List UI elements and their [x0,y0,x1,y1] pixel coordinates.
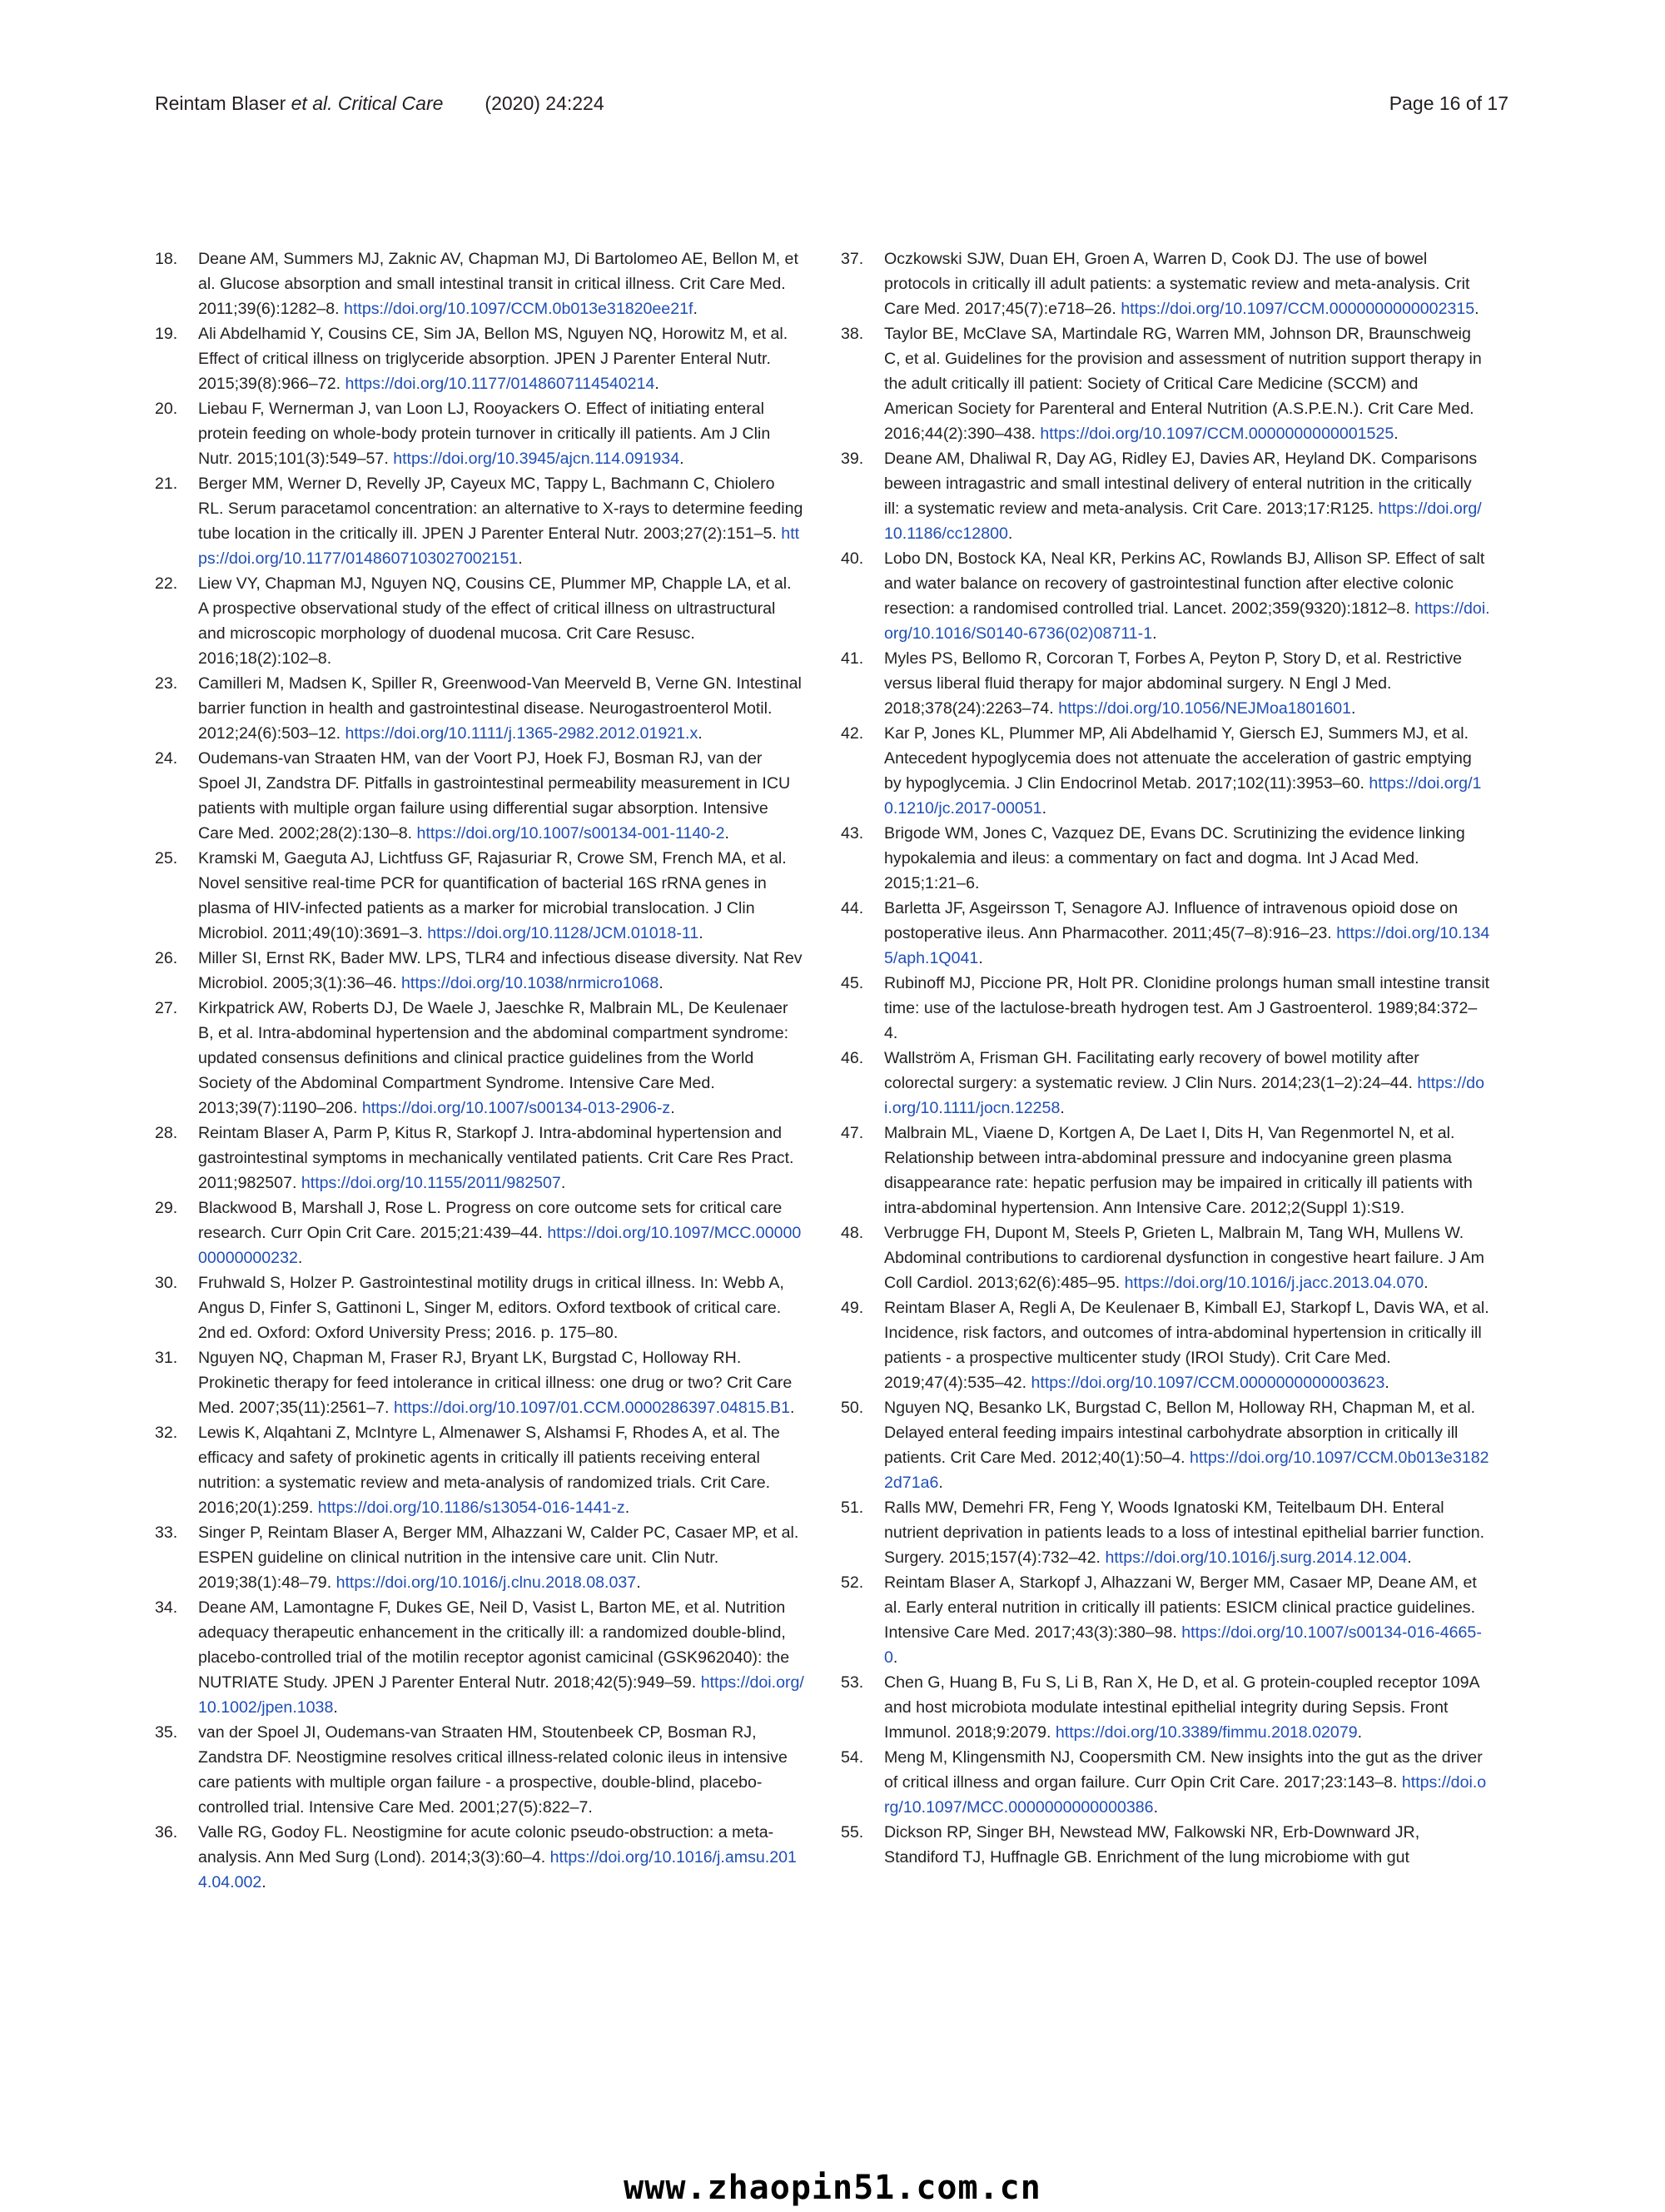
doi-link[interactable]: https://doi.org/10.1002/jpen.1038 [198,1673,804,1717]
reference-text [198,571,804,671]
reference-text [198,396,804,471]
reference-number: 38. [841,325,864,343]
reference-number: 30. [155,1274,178,1292]
reference-citation: Camilleri M, Madsen K, Spiller R, Greenwood-Van Meerveld B, Verne GN. Intestinal barrier function in health and gastrointestinal disease. Neurogastroenterol Motil. 2012;24(6):503–12. [198,674,802,743]
reference-text [884,821,1490,896]
citation-line [155,87,604,120]
reference-number: 21. [155,475,178,493]
reference-item [841,546,1490,646]
reference-number: 34. [155,1598,178,1617]
reference-citation: Taylor BE, McClave SA, Martindale RG, Warren MM, Johnson DR, Braunschweig C, et al. Guidelines for the provision and assessment of nutrition support therapy in the adult critically ill patient: Society of Critical Care Medicine (SCCM) and American Society for Parenteral and Enteral Nutrition (A.S.P.E.N.). Crit Care Med. 2016;44(2):390–438. [884,325,1482,443]
reference-tail: . [1424,1274,1429,1292]
doi-link[interactable]: https://doi.org/10.1210/jc.2017-00051 [884,774,1482,818]
reference-number: 25. [155,849,178,867]
doi-link[interactable]: https://doi.org/10.1345/aph.1Q041 [884,924,1490,967]
reference-text [198,1820,804,1895]
doi-link[interactable]: https://doi.org/10.1097/CCM.0000000000003623 [1031,1374,1385,1392]
doi-link[interactable]: https://doi.org/10.1016/j.jacc.2013.04.070 [1124,1274,1424,1292]
reference-item [841,1395,1490,1495]
reference-citation: Myles PS, Bellomo R, Corcoran T, Forbes A, Peyton P, Story D, et al. Restrictive versus liberal fluid therapy for major abdominal surgery. N Engl J Med. 2018;378(24):2263–74. [884,649,1463,718]
reference-number: 44. [841,899,864,917]
reference-number: 22. [155,574,178,593]
reference-citation: Miller SI, Ernst RK, Bader MW. LPS, TLR4 and infectious disease diversity. Nat Rev Microbiol. 2005;3(1):36–46. [198,949,803,992]
doi-link[interactable]: https://doi.org/10.1016/j.surg.2014.12.004 [1105,1548,1408,1567]
reference-number: 19. [155,325,178,343]
header-journal: Critical Care [337,92,444,114]
reference-number: 24. [155,749,178,768]
doi-link[interactable]: https://doi.org/10.1097/CCM.0b013e31820ee21f [344,300,693,318]
reference-tail: . [1357,1723,1363,1742]
reference-citation: Berger MM, Werner D, Revelly JP, Cayeux MC, Tappy L, Bachmann C, Chiolero RL. Serum paracetamol concentration: an alternative to X-rays to determine feeding tube location in the critically ill. JPEN J Parenter Enteral Nutr. 2003;27(2):151–5. [198,475,803,543]
doi-link[interactable]: https://doi.org/10.1007/s00134-016-4665-0 [884,1623,1482,1667]
reference-number: 49. [841,1299,864,1317]
reference-number: 18. [155,250,178,268]
reference-item [841,1220,1490,1295]
reference-text [884,1570,1490,1670]
reference-citation: Nguyen NQ, Chapman M, Fraser RJ, Bryant LK, Burgstad C, Holloway RH. Prokinetic therapy for feed intolerance in critical illness: one drug or two? Crit Care Med. 2007;35(11):2561–7. [198,1349,793,1417]
reference-item [155,746,804,846]
reference-citation: Brigode WM, Jones C, Vazquez DE, Evans DC. Scrutinizing the evidence linking hypokalemia and ileus: a commentary on fact and dogma. Int J Acad Med. 2015;1:21–6. [884,824,1465,892]
reference-tail: . [790,1399,795,1417]
page-number: Page 16 of 17 [1389,92,1508,114]
reference-item [155,1195,804,1270]
reference-item [841,1495,1490,1570]
reference-citation: Dickson RP, Singer BH, Newstead MW, Falkowski NR, Erb-Downward JR, Standiford TJ, Huffnagle GB. Enrichment of the lung microbiome with gut [884,1823,1420,1867]
reference-tail: . [892,1648,898,1667]
reference-number: 41. [841,649,864,668]
reference-item [841,1820,1490,1870]
reference-citation: Valle RG, Godoy FL. Neostigmine for acute colonic pseudo-obstruction: a meta-analysis. Ann Med Surg (Lond). 2014;3(3):60–4. [198,1823,774,1867]
reference-item [155,671,804,746]
reference-number: 54. [841,1748,864,1767]
reference-number: 46. [841,1049,864,1067]
reference-tail: . [560,1174,566,1192]
reference-text [884,971,1490,1046]
reference-text [198,246,804,321]
reference-citation: Blackwood B, Marshall J, Rose L. Progress on core outcome sets for critical care research. Curr Opin Crit Care. 2015;21:439–44. [198,1199,783,1242]
doi-link[interactable]: https://doi.org/10.1128/JCM.01018-11 [427,924,699,942]
reference-item [841,1295,1490,1395]
doi-link[interactable]: https://doi.org/10.1097/CCM.0b013e31822d71a6 [884,1449,1489,1492]
reference-tail: . [1153,1798,1159,1817]
reference-citation: Nguyen NQ, Besanko LK, Burgstad C, Bellon M, Holloway RH, Chapman M, et al. Delayed enteral feeding impairs intestinal carbohydrate absorption in critically ill patients. Crit Care Med. 2012;40(1):50–4. [884,1399,1476,1467]
reference-citation: Wallström A, Frisman GH. Facilitating early recovery of bowel motility after colorectal surgery: a systematic review. J Clin Nurs. 2014;23(1–2):24–44. [884,1049,1419,1092]
doi-link[interactable]: https://doi.org/10.1186/cc12800 [884,500,1482,543]
reference-text [884,246,1490,321]
reference-item [155,471,804,571]
doi-link[interactable]: https://doi.org/10.1097/MCC.0000000000000386 [884,1773,1487,1817]
reference-number: 27. [155,999,178,1017]
reference-text [884,546,1490,646]
reference-number: 42. [841,724,864,743]
reference-number: 37. [841,250,864,268]
reference-citation: Reintam Blaser A, Parm P, Kitus R, Starkopf J. Intra-abdominal hypertension and gastrointestinal symptoms in mechanically ventilated patients. Crit Care Res Pract. 2011;982507. [198,1124,794,1192]
reference-text [198,671,804,746]
doi-link[interactable]: https://doi.org/10.1097/01.CCM.0000286397.04815.B1 [393,1399,790,1417]
reference-item [841,246,1490,321]
reference-item [155,846,804,946]
reference-number: 45. [841,974,864,992]
reference-tail: . [1407,1548,1412,1567]
reference-tail: . [636,1573,641,1592]
reference-text [198,746,804,846]
doi-link[interactable]: https://doi.org/10.1007/s00134-013-2906-z [361,1099,671,1117]
reference-item [155,946,804,996]
reference-item [841,646,1490,721]
reference-citation: Oczkowski SJW, Duan EH, Groen A, Warren D, Cook DJ. The use of bowel protocols in critically ill adult patients: a systematic review and meta-analysis. Crit Care Med. 2017;45(7):e718–26. [884,250,1470,318]
header-authors: Reintam Blaser [155,92,291,114]
reference-citation: Malbrain ML, Viaene D, Kortgen A, De Laet I, Dits H, Van Regenmortel N, et al. Relationship between intra-abdominal pressure and indocyanine green plasma disappearance rate: hepatic perfusion may be impaired in critically ill patients with intra-abdominal hypertension. Ann Intensive Care. 2012;2(Suppl 1):S19. [884,1124,1473,1217]
reference-citation: Fruhwald S, Holzer P. Gastrointestinal motility drugs in critical illness. In: Webb A, Angus D, Finfer S, Gattinoni L, Singer M, editors. Oxford textbook of critical care. 2nd ed. Oxford: Oxford University Press; 2016. p. 175–80. [198,1274,784,1342]
reference-text [884,446,1490,546]
watermark-footer: www.zhaopin51.com.cn [624,2169,1041,2207]
reference-number: 47. [841,1124,864,1142]
reference-number: 28. [155,1124,178,1142]
reference-text [884,321,1490,446]
reference-citation: van der Spoel JI, Oudemans-van Straaten HM, Stoutenbeek CP, Bosman RJ, Zandstra DF. Neostigmine resolves critical illness-related colonic ileus in intensive care patients with multiple organ failure - a prospective, double-blind, placebo-controlled trial. Intensive Care Med. 2001;27(5):822–7. [198,1723,788,1817]
reference-number: 23. [155,674,178,693]
reference-citation: Lewis K, Alqahtani Z, McIntyre L, Almenawer S, Alshamsi F, Rhodes A, et al. The efficacy and safety of prokinetic agents in critically ill patients receiving enteral nutrition: a systematic review and meta-analysis of randomized trials. Crit Care. 2016;20(1):259. [198,1424,780,1517]
reference-number: 53. [841,1673,864,1692]
reference-citation: Verbrugge FH, Dupont M, Steels P, Grieten L, Malbrain M, Tang WH, Mullens W. Abdominal contributions to cardiorenal dysfunction in congestive heart failure. J Am Coll Cardiol. 2013;62(6):485–95. [884,1224,1485,1292]
reference-text [884,1220,1490,1295]
reference-text [198,321,804,396]
reference-tail: . [1007,524,1013,543]
reference-item [155,1720,804,1820]
reference-citation: Lobo DN, Bostock KA, Neal KR, Perkins AC, Rowlands BJ, Allison SP. Effect of salt and water balance on recovery of gastrointestinal function after elective colonic resection: a randomised controlled trial. Lancet. 2002;359(9320):1812–8. [884,549,1485,618]
reference-number: 29. [155,1199,178,1217]
reference-text [884,1745,1490,1820]
reference-tail: . [1041,799,1047,818]
reference-tail: . [1394,425,1399,443]
doi-link[interactable]: https://doi.org/10.1097/MCC.0000000000000232 [198,1224,802,1267]
reference-text [884,1495,1490,1570]
reference-tail: . [698,924,703,942]
reference-citation: Kar P, Jones KL, Plummer MP, Ali Abdelhamid Y, Giersch EJ, Summers MJ, et al. Antecedent hypoglycemia does not attenuate the acceleration of gastric emptying by hypoglycemia. J Clin Endocrinol Metab. 2017;102(11):3953–60. [884,724,1472,793]
reference-citation: Kirkpatrick AW, Roberts DJ, De Waele J, Jaeschke R, Malbrain ML, De Keulenaer B, et al. Intra-abdominal hypertension and the abdominal compartment syndrome: updated consensus definitions and clinical practice guidelines from the World Society of the Abdominal Compartment Syndrome. Intensive Care Med. 2013;39(7):1190–206. [198,999,789,1117]
reference-item [841,1745,1490,1820]
reference-item [155,571,804,671]
reference-item [155,996,804,1121]
reference-number: 55. [841,1823,864,1842]
reference-citation: Deane AM, Summers MJ, Zaknic AV, Chapman MJ, Di Bartolomeo AE, Bellon M, et al. Glucose absorption and small intestinal transit in critical illness. Crit Care Med. 2011;39(6):1282–8. [198,250,798,318]
reference-text [198,1595,804,1720]
reference-tail: . [1152,624,1157,643]
reference-item [841,971,1490,1046]
reference-tail: . [1384,1374,1389,1392]
reference-citation: Rubinoff MJ, Piccione PR, Holt PR. Clonidine prolongs human small intestine transit time: use of the lactulose-breath hydrogen test. Am J Gastroenterol. 1989;84:372–4. [884,974,1490,1042]
reference-item [841,721,1490,821]
reference-item [841,821,1490,896]
reference-item [155,1595,804,1720]
reference-item [155,1520,804,1595]
reference-number: 39. [841,450,864,468]
reference-number: 33. [155,1524,178,1542]
reference-tail: . [978,949,983,967]
reference-citation: Ali Abdelhamid Y, Cousins CE, Sim JA, Bellon MS, Nguyen NQ, Horowitz M, et al. Effect of critical illness on triglyceride absorption. JPEN J Parenter Enteral Nutr. 2015;39(8):966–72. [198,325,788,393]
doi-link[interactable]: https://doi.org/10.1007/s00134-001-1140-2 [416,824,725,843]
reference-citation: Chen G, Huang B, Fu S, Li B, Ran X, He D, et al. G protein-coupled receptor 109A and host microbiota modulate intestinal epithelial integrity during Sepsis. Front Immunol. 2018;9:2079. [884,1673,1479,1742]
reference-text [198,846,804,946]
doi-link[interactable]: https://doi.org/10.1186/s13054-016-1441-z [317,1499,625,1517]
reference-tail: . [333,1698,338,1717]
reference-number: 32. [155,1424,178,1442]
reference-citation: Liew VY, Chapman MJ, Nguyen NQ, Cousins CE, Plummer MP, Chapple LA, et al. A prospective observational study of the effect of critical illness on ultrastructural and microscopic morphology of duodenal mucosa. Crit Care Resusc. 2016;18(2):102–8. [198,574,792,668]
reference-item [841,1121,1490,1220]
reference-tail: . [1351,699,1356,718]
reference-tail: . [624,1499,630,1517]
reference-text [198,946,804,996]
reference-number: 43. [841,824,864,843]
reference-text [884,1395,1490,1495]
reference-item [841,321,1490,446]
doi-link[interactable]: https://doi.org/10.3945/ajcn.114.091934 [393,450,680,468]
reference-item [841,1570,1490,1670]
reference-number: 31. [155,1349,178,1367]
reference-text [198,1520,804,1595]
reference-number: 26. [155,949,178,967]
doi-link[interactable]: https://doi.org/10.1097/CCM.0000000000001525 [1040,425,1394,443]
reference-item [841,446,1490,546]
doi-link[interactable]: https://doi.org/10.1016/j.clnu.2018.08.037 [335,1573,637,1592]
reference-text [884,1121,1490,1220]
reference-citation: Barletta JF, Asgeirsson T, Senagore AJ. Influence of intravenous opioid dose on postoperative ileus. Ann Pharmacother. 2011;45(7–8):916–23. [884,899,1459,942]
reference-item [155,246,804,321]
reference-tail: . [693,300,698,318]
references-left-column [155,246,804,1895]
reference-text [198,996,804,1121]
reference-text [198,1420,804,1520]
doi-link[interactable]: https://doi.org/10.1111/jocn.12258 [884,1074,1484,1117]
reference-text [884,1295,1490,1395]
reference-tail: . [679,450,684,468]
reference-number: 52. [841,1573,864,1592]
doi-link[interactable]: https://doi.org/10.1155/2011/982507 [301,1174,561,1192]
reference-number: 20. [155,400,178,418]
reference-text [198,1270,804,1345]
reference-text [198,1195,804,1270]
reference-number: 48. [841,1224,864,1242]
reference-tail: . [659,974,664,992]
reference-citation: Kramski M, Gaeguta AJ, Lichtfuss GF, Rajasuriar R, Crowe SM, French MA, et al. Novel sensitive real-time PCR for quantification of bacterial 16S rRNA genes in plasma of HIV-infected patients as a marker for microbial translocation. J Clin Microbiol. 2011;49(10):3691–3. [198,849,787,942]
reference-number: 50. [841,1399,864,1417]
reference-number: 35. [155,1723,178,1742]
reference-tail: . [938,1474,943,1492]
reference-item [155,396,804,471]
reference-text [884,896,1490,971]
reference-item [155,1820,804,1895]
reference-item [155,1345,804,1420]
reference-text [198,1720,804,1820]
doi-link[interactable]: https://doi.org/10.1097/CCM.0000000000002315 [1121,300,1475,318]
doi-link[interactable]: https://doi.org/10.3389/fimmu.2018.02079 [1055,1723,1358,1742]
reference-item [155,1420,804,1520]
reference-citation: Reintam Blaser A, Starkopf J, Alhazzani W, Berger MM, Casaer MP, Deane AM, et al. Early enteral nutrition in critically ill patients: ESICM clinical practice guidelines. Intensive Care Med. 2017;43(3):380–98. [884,1573,1477,1642]
reference-item [841,896,1490,971]
reference-tail: . [261,1873,266,1891]
reference-citation: Oudemans-van Straaten HM, van der Voort PJ, Hoek FJ, Bosman RJ, van der Spoel JI, Zandstra DF. Pitfalls in gastrointestinal permeability measurement in ICU patients with multiple organ failure using differential sugar absorption. Intensive Care Med. 2002;28(2):130–8. [198,749,791,843]
reference-tail: . [1474,300,1479,318]
doi-link[interactable]: https://doi.org/10.1016/S0140-6736(02)08711-1 [884,599,1490,643]
reference-item [841,1046,1490,1121]
reference-text [884,1046,1490,1121]
reference-tail: . [698,724,703,743]
doi-link[interactable]: https://doi.org/10.1177/0148607103027002151 [198,524,800,568]
reference-tail: . [654,375,659,393]
reference-item [155,321,804,396]
reference-citation: Deane AM, Dhaliwal R, Day AG, Ridley EJ, Davies AR, Heyland DK. Comparisons beween intragastric and small intestinal delivery of enteral nutrition in the critically ill: a systematic review and meta-analysis. Crit Care. 2013;17:R125. [884,450,1478,518]
reference-citation: Liebau F, Wernerman J, van Loon LJ, Rooyackers O. Effect of initiating enteral protein feeding on whole-body protein turnover in critically ill patients. Am J Clin Nutr. 2015;101(3):549–57. [198,400,771,468]
reference-item [841,1670,1490,1745]
reference-citation: Singer P, Reintam Blaser A, Berger MM, Alhazzani W, Calder PC, Casaer MP, et al. ESPEN guideline on clinical nutrition in the intensive care unit. Clin Nutr. 2019;38(1):48–79. [198,1524,799,1592]
doi-link[interactable]: https://doi.org/10.1111/j.1365-2982.2012.01921.x [345,724,698,743]
reference-text [884,721,1490,821]
reference-citation: Reintam Blaser A, Regli A, De Keulenaer B, Kimball EJ, Starkopf L, Davis WA, et al. Incidence, risk factors, and outcomes of intra-abdominal hypertension in critically ill patients - a prospective multicenter study (IROI Study). Crit Care Med. 2019;47(4):535–42. [884,1299,1489,1392]
reference-number: 51. [841,1499,864,1517]
reference-tail: . [724,824,729,843]
references-right-column [841,246,1490,1870]
reference-text [198,1345,804,1420]
reference-text [884,1670,1490,1745]
reference-tail: . [1060,1099,1065,1117]
running-header [155,87,1508,120]
reference-tail: . [670,1099,675,1117]
reference-tail: . [518,549,523,568]
reference-text [198,471,804,571]
reference-text [884,1820,1490,1870]
header-year: (2020) 24:224 [485,92,604,114]
reference-text [198,1121,804,1195]
reference-citation: Meng M, Klingensmith NJ, Coopersmith CM. New insights into the gut as the driver of critical illness and organ failure. Curr Opin Crit Care. 2017;23:143–8. [884,1748,1483,1792]
doi-link[interactable]: https://doi.org/10.1016/j.amsu.2014.04.002 [198,1848,797,1891]
doi-link[interactable]: https://doi.org/10.1038/nrmicro1068 [400,974,659,992]
doi-link[interactable]: https://doi.org/10.1056/NEJMoa1801601 [1058,699,1352,718]
header-etal: et al. [291,92,333,114]
reference-text [884,646,1490,721]
reference-item [155,1121,804,1195]
reference-number: 36. [155,1823,178,1842]
reference-number: 40. [841,549,864,568]
reference-tail: . [297,1249,303,1267]
reference-citation: Ralls MW, Demehri FR, Feng Y, Woods Ignatoski KM, Teitelbaum DH. Enteral nutrient deprivation in patients leads to a loss of intestinal epithelial barrier function. Surgery. 2015;157(4):732–42. [884,1499,1485,1567]
reference-item [155,1270,804,1345]
reference-citation: Deane AM, Lamontagne F, Dukes GE, Neil D, Vasist L, Barton ME, et al. Nutrition adequacy therapeutic enhancement in the critically ill: a randomized double-blind, placebo-controlled trial of the motilin receptor agonist camicinal (GSK962040): the NUTRIATE Study. JPEN J Parenter Enteral Nutr. 2018;42(5):949–59. [198,1598,790,1692]
doi-link[interactable]: https://doi.org/10.1177/0148607114540214 [345,375,655,393]
